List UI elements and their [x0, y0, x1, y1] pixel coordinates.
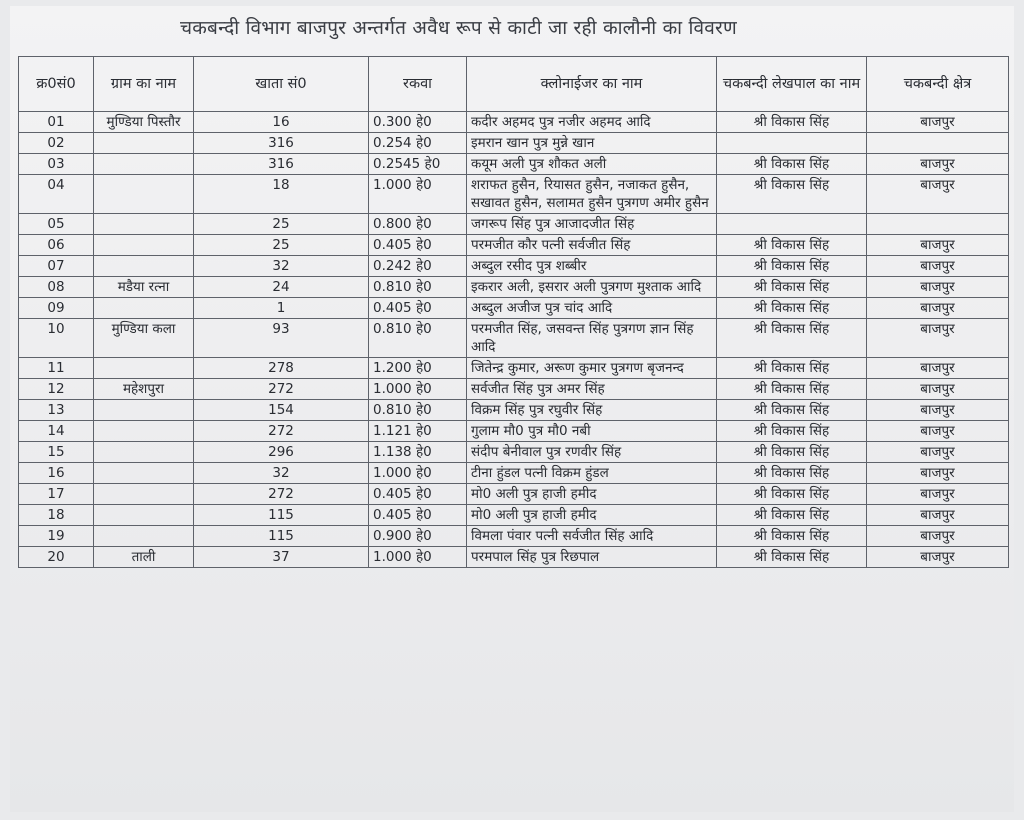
table-row [19, 112, 1009, 133]
cell-colonizer: परमजीत सिंह, जसवन्त सिंह पुत्रगण ज्ञान सिंह आदि [467, 319, 717, 358]
cell-khata: 296 [194, 442, 369, 463]
header-village: ग्राम का नाम [94, 57, 194, 112]
cell-khata: 32 [194, 256, 369, 277]
cell-area: 0.800 हे0 [369, 214, 467, 235]
table-row [19, 400, 1009, 421]
cell-lekhpal [717, 214, 867, 235]
cell-khata: 32 [194, 463, 369, 484]
cell-colonizer: विमला पंवार पत्नी सर्वजीत सिंह आदि [467, 526, 717, 547]
cell-lekhpal: श्री विकास सिंह [717, 235, 867, 256]
cell-kshetra: बाजपुर [867, 235, 1009, 256]
cell-sno: 16 [19, 463, 94, 484]
cell-area: 0.810 हे0 [369, 400, 467, 421]
cell-lekhpal: श्री विकास सिंह [717, 400, 867, 421]
cell-lekhpal: श्री विकास सिंह [717, 154, 867, 175]
table-row [19, 154, 1009, 175]
cell-kshetra [867, 214, 1009, 235]
cell-colonizer: जितेन्द्र कुमार, अरूण कुमार पुत्रगण बृजनन्द [467, 358, 717, 379]
cell-colonizer: जगरूप सिंह पुत्र आजादजीत सिंह [467, 214, 717, 235]
cell-area: 0.300 हे0 [369, 112, 467, 133]
cell-sno: 11 [19, 358, 94, 379]
table-row [19, 256, 1009, 277]
cell-khata: 316 [194, 133, 369, 154]
cell-sno: 19 [19, 526, 94, 547]
cell-colonizer: परमजीत कौर पत्नी सर्वजीत सिंह [467, 235, 717, 256]
cell-lekhpal: श्री विकास सिंह [717, 463, 867, 484]
cell-kshetra: बाजपुर [867, 505, 1009, 526]
cell-area: 1.200 हे0 [369, 358, 467, 379]
cell-kshetra: बाजपुर [867, 379, 1009, 400]
cell-village [94, 526, 194, 547]
cell-sno: 07 [19, 256, 94, 277]
cell-lekhpal: श्री विकास सिंह [717, 379, 867, 400]
header-sno: क्र0सं0 [19, 57, 94, 112]
cell-khata: 272 [194, 484, 369, 505]
cell-colonizer: अब्दुल अजीज पुत्र चांद आदि [467, 298, 717, 319]
cell-sno: 01 [19, 112, 94, 133]
cell-sno: 13 [19, 400, 94, 421]
table-row [19, 421, 1009, 442]
cell-colonizer: कयूम अली पुत्र शौकत अली [467, 154, 717, 175]
table-row [19, 484, 1009, 505]
colony-details-table [18, 56, 1009, 568]
cell-colonizer: अब्दुल रसीद पुत्र शब्बीर [467, 256, 717, 277]
cell-area: 1.000 हे0 [369, 175, 467, 214]
cell-kshetra: बाजपुर [867, 358, 1009, 379]
cell-kshetra: बाजपुर [867, 256, 1009, 277]
cell-khata: 93 [194, 319, 369, 358]
cell-kshetra: बाजपुर [867, 298, 1009, 319]
cell-khata: 316 [194, 154, 369, 175]
cell-sno: 06 [19, 235, 94, 256]
cell-khata: 24 [194, 277, 369, 298]
header-colonizer: क्लोनाईजर का नाम [467, 57, 717, 112]
cell-sno: 04 [19, 175, 94, 214]
cell-kshetra: बाजपुर [867, 442, 1009, 463]
cell-village [94, 421, 194, 442]
cell-kshetra: बाजपुर [867, 463, 1009, 484]
cell-area: 0.2545 हे0 [369, 154, 467, 175]
header-lekhpal: चकबन्दी लेखपाल का नाम [717, 57, 867, 112]
cell-kshetra: बाजपुर [867, 112, 1009, 133]
cell-village [94, 133, 194, 154]
table-row [19, 235, 1009, 256]
table-row [19, 442, 1009, 463]
cell-khata: 37 [194, 547, 369, 568]
table-row [19, 358, 1009, 379]
cell-sno: 09 [19, 298, 94, 319]
cell-area: 0.810 हे0 [369, 319, 467, 358]
cell-sno: 18 [19, 505, 94, 526]
table-row [19, 298, 1009, 319]
cell-sno: 17 [19, 484, 94, 505]
cell-khata: 272 [194, 379, 369, 400]
cell-colonizer: इमरान खान पुत्र मुन्ने खान [467, 133, 717, 154]
cell-colonizer: शराफत हुसैन, रियासत हुसैन, नजाकत हुसैन, सखावत हुसैन, सलामत हुसैन पुत्रगण अमीर हुसैन [467, 175, 717, 214]
cell-lekhpal: श्री विकास सिंह [717, 442, 867, 463]
cell-colonizer: विक्रम सिंह पुत्र रघुवीर सिंह [467, 400, 717, 421]
header-kshetra: चकबन्दी क्षेत्र [867, 57, 1009, 112]
cell-kshetra: बाजपुर [867, 526, 1009, 547]
cell-village: महेशपुरा [94, 379, 194, 400]
header-area: रकवा [369, 57, 467, 112]
cell-lekhpal: श्री विकास सिंह [717, 175, 867, 214]
cell-kshetra: बाजपुर [867, 421, 1009, 442]
cell-kshetra: बाजपुर [867, 277, 1009, 298]
table-row [19, 277, 1009, 298]
cell-colonizer: गुलाम मौ0 पुत्र मौ0 नबी [467, 421, 717, 442]
cell-colonizer: संदीप बेनीवाल पुत्र रणवीर सिंह [467, 442, 717, 463]
cell-sno: 05 [19, 214, 94, 235]
cell-khata: 16 [194, 112, 369, 133]
cell-area: 1.138 हे0 [369, 442, 467, 463]
cell-village [94, 154, 194, 175]
cell-sno: 15 [19, 442, 94, 463]
cell-lekhpal: श्री विकास सिंह [717, 505, 867, 526]
cell-khata: 1 [194, 298, 369, 319]
cell-sno: 10 [19, 319, 94, 358]
cell-lekhpal: श्री विकास सिंह [717, 256, 867, 277]
document-sheet [10, 6, 1014, 812]
cell-kshetra: बाजपुर [867, 175, 1009, 214]
table-row [19, 319, 1009, 358]
cell-area: 0.405 हे0 [369, 484, 467, 505]
cell-sno: 02 [19, 133, 94, 154]
cell-lekhpal: श्री विकास सिंह [717, 277, 867, 298]
cell-kshetra: बाजपुर [867, 154, 1009, 175]
cell-lekhpal: श्री विकास सिंह [717, 484, 867, 505]
cell-village: मुण्डिया पिस्तौर [94, 112, 194, 133]
cell-colonizer: मो0 अली पुत्र हाजी हमीद [467, 484, 717, 505]
cell-area: 0.900 हे0 [369, 526, 467, 547]
cell-kshetra: बाजपुर [867, 484, 1009, 505]
cell-area: 0.254 हे0 [369, 133, 467, 154]
cell-village [94, 175, 194, 214]
cell-village: ताली [94, 547, 194, 568]
cell-area: 0.242 हे0 [369, 256, 467, 277]
cell-village [94, 214, 194, 235]
cell-khata: 18 [194, 175, 369, 214]
table-row [19, 547, 1009, 568]
table-row [19, 526, 1009, 547]
cell-lekhpal: श्री विकास सिंह [717, 358, 867, 379]
cell-kshetra: बाजपुर [867, 547, 1009, 568]
cell-colonizer: सर्वजीत सिंह पुत्र अमर सिंह [467, 379, 717, 400]
cell-area: 0.405 हे0 [369, 505, 467, 526]
document-title: चकबन्दी विभाग बाजपुर अन्तर्गत अवैध रूप से काटी जा रही कालौनी का विवरण [180, 17, 737, 39]
table-row [19, 214, 1009, 235]
cell-colonizer: मो0 अली पुत्र हाजी हमीद [467, 505, 717, 526]
cell-area: 1.000 हे0 [369, 379, 467, 400]
cell-lekhpal [717, 133, 867, 154]
cell-colonizer: परमपाल सिंह पुत्र रिछपाल [467, 547, 717, 568]
cell-kshetra [867, 133, 1009, 154]
header-khata: खाता सं0 [194, 57, 369, 112]
cell-area: 0.405 हे0 [369, 235, 467, 256]
cell-colonizer: कदीर अहमद पुत्र नजीर अहमद आदि [467, 112, 717, 133]
cell-khata: 115 [194, 505, 369, 526]
cell-kshetra: बाजपुर [867, 400, 1009, 421]
cell-village [94, 400, 194, 421]
cell-lekhpal: श्री विकास सिंह [717, 319, 867, 358]
cell-village [94, 484, 194, 505]
cell-area: 1.000 हे0 [369, 463, 467, 484]
cell-village [94, 463, 194, 484]
cell-area: 1.000 हे0 [369, 547, 467, 568]
cell-village [94, 442, 194, 463]
cell-sno: 03 [19, 154, 94, 175]
cell-village: मडैया रत्ना [94, 277, 194, 298]
table-row [19, 133, 1009, 154]
cell-village [94, 505, 194, 526]
cell-village [94, 235, 194, 256]
table-row [19, 505, 1009, 526]
cell-khata: 154 [194, 400, 369, 421]
cell-sno: 12 [19, 379, 94, 400]
cell-lekhpal: श्री विकास सिंह [717, 421, 867, 442]
cell-lekhpal: श्री विकास सिंह [717, 112, 867, 133]
cell-khata: 278 [194, 358, 369, 379]
cell-village [94, 358, 194, 379]
cell-sno: 14 [19, 421, 94, 442]
cell-lekhpal: श्री विकास सिंह [717, 547, 867, 568]
cell-lekhpal: श्री विकास सिंह [717, 526, 867, 547]
cell-khata: 25 [194, 235, 369, 256]
cell-area: 1.121 हे0 [369, 421, 467, 442]
table-row [19, 463, 1009, 484]
cell-sno: 08 [19, 277, 94, 298]
cell-village [94, 256, 194, 277]
cell-khata: 272 [194, 421, 369, 442]
cell-khata: 25 [194, 214, 369, 235]
cell-area: 0.405 हे0 [369, 298, 467, 319]
cell-area: 0.810 हे0 [369, 277, 467, 298]
cell-sno: 20 [19, 547, 94, 568]
table-row [19, 175, 1009, 214]
cell-khata: 115 [194, 526, 369, 547]
cell-colonizer: टीना हुंडल पत्नी विक्रम हुंडल [467, 463, 717, 484]
table-header-row [19, 57, 1009, 112]
cell-kshetra: बाजपुर [867, 319, 1009, 358]
cell-village: मुण्डिया कला [94, 319, 194, 358]
table-row [19, 379, 1009, 400]
cell-lekhpal: श्री विकास सिंह [717, 298, 867, 319]
cell-village [94, 298, 194, 319]
cell-colonizer: इकरार अली, इसरार अली पुत्रगण मुश्ताक आदि [467, 277, 717, 298]
